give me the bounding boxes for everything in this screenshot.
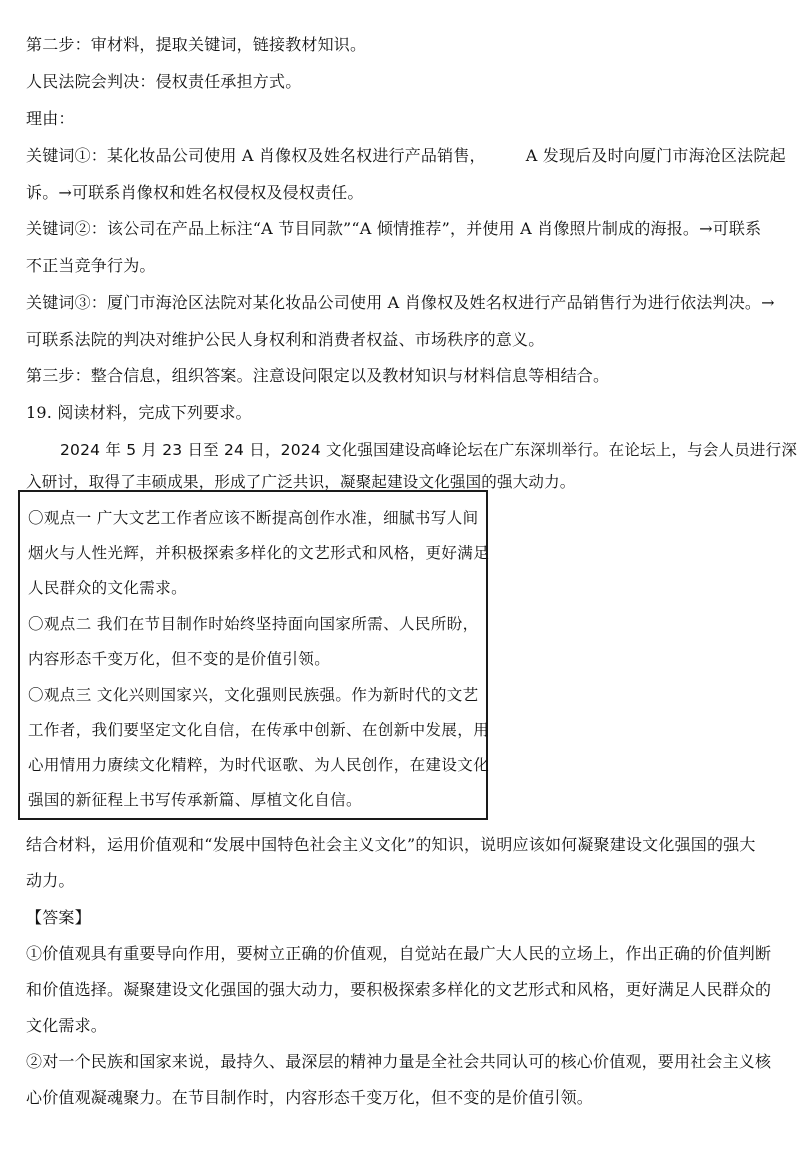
box-line: 〇观点三 文化兴则国家兴，文化强则民族强。作为新时代的文艺 [28,686,479,704]
answer1-line-2: 和价值选择。凝聚建设文化强国的强大动力，要积极探索多样化的文艺形式和风格，更好满足人民群众的 [26,980,772,999]
viewpoints-box [18,490,488,820]
box-line: 〇观点二 我们在节目制作时始终坚持面向国家所需、人民所盼， [28,615,479,633]
answer2-line: ②对一个民族和国家来说，最持久、最深层的精神力量是全社会共同认可的核心价值观，要用社会主义核 [26,1052,772,1071]
keyword1-line-2: 诉。→可联系肖像权和姓名权侵权及侵权责任。 [26,183,364,202]
keyword1-part-a: 关键词①：某化妆品公司使用 A 肖像权及姓名权进行产品销售， [26,146,486,165]
question-ask-line: 结合材料，运用价值观和“发展中国特色社会主义文化”的知识，说明应该如何凝聚建设文化强国的强大 [26,835,756,854]
keyword3-line: 关键词③：厦门市海沧区法院对某化妆品公司使用 A 肖像权及姓名权进行产品销售行为进行依法判决。→ [26,293,775,312]
box-line: 工作者，我们要坚定文化自信，在传承中创新、在创新中发展，用 [28,721,490,739]
keyword2-line-2: 不正当竞争行为。 [26,256,156,275]
keyword2-line: 关键词②：该公司在产品上标注“A 节目同款”“A 倾情推荐”，并使用 A 肖像照片制成的海报。→可联系 [26,219,762,238]
keyword3-line-2: 可联系法院的判决对维护公民人身权利和消费者权益、市场秩序的意义。 [26,330,545,349]
step2-line: 第二步：审材料，提取关键词，链接教材知识。 [26,35,367,54]
step3-line: 第三步：整合信息，组织答案。注意设问限定以及教材知识与材料信息等相结合。 [26,366,610,385]
box-line: 内容形态千变万化，但不变的是价值引领。 [28,650,331,668]
question-19-heading: 19. 阅读材料，完成下列要求。 [26,403,252,422]
question-ask-line-2: 动力。 [26,871,75,890]
answer1-line-3: 文化需求。 [26,1016,108,1035]
keyword1-part-b: A 发现后及时向厦门市海沧区法院起 [525,146,786,165]
answer2-line-2: 心价值观凝魂聚力。在节目制作时，内容形态千变万化，但不变的是价值引领。 [26,1088,594,1107]
box-line: 强国的新征程上书写传承新篇、厚植文化自信。 [28,791,362,809]
box-line: 心用情用力赓续文化精粹，为时代讴歌、为人民创作，在建设文化 [28,756,490,774]
material-line-2: 入研讨，取得了丰硕成果，形成了广泛共识，凝聚起建设文化强国的强大动力。 [26,473,576,491]
answer-tag: 【答案】 [26,908,91,927]
keyword1-line [26,143,786,166]
box-line: 人民群众的文化需求。 [28,579,188,597]
box-line: 〇观点一 广大文艺工作者应该不断提高创作水准，细腻书写人间 [28,509,479,527]
material-line: 2024 年 5 月 23 日至 24 日，2024 文化强国建设高峰论坛在广东深圳举行。在论坛上，与会人员进行深 [60,441,798,459]
box-line: 烟火与人性光辉，并积极探索多样化的文艺形式和风格，更好满足 [28,544,490,562]
verdict-line: 人民法院会判决：侵权责任承担方式。 [26,72,302,91]
reason-label: 理由： [26,109,75,128]
answer1-line: ①价值观具有重要导向作用，要树立正确的价值观，自觉站在最广大人民的立场上，作出正确的价值判断 [26,944,772,963]
